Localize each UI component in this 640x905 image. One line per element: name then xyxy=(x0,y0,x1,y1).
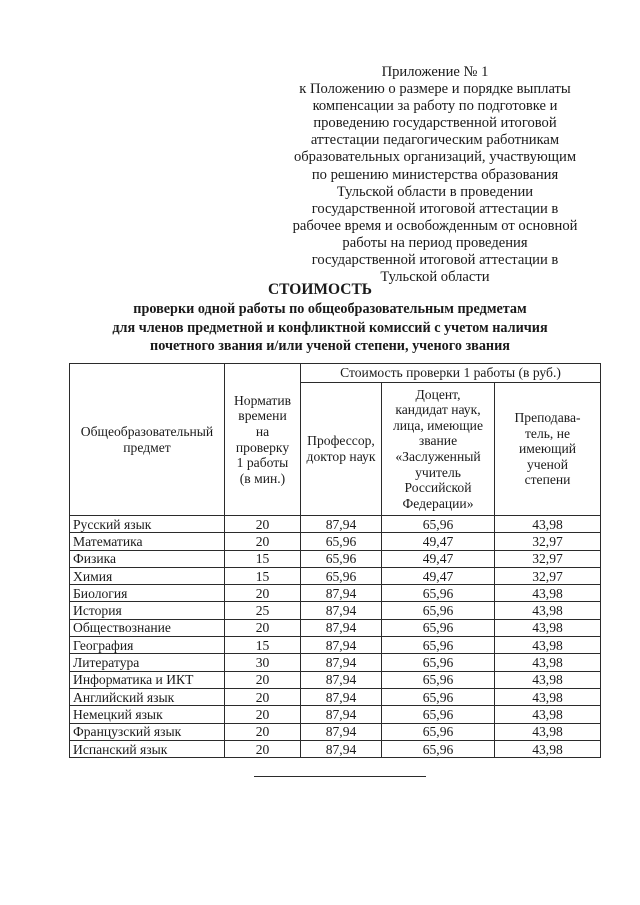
cell-docent: 65,96 xyxy=(382,585,495,602)
cell-norm: 20 xyxy=(225,585,301,602)
header-teacher: Преподава-тель, не имеющий ученой степени xyxy=(495,383,601,516)
cell-teacher: 43,98 xyxy=(495,706,601,723)
appendix-line: Приложение № 1 xyxy=(381,64,489,80)
closing-rule xyxy=(254,776,426,777)
cell-professor: 87,94 xyxy=(301,671,382,688)
cell-subject: Литература xyxy=(70,654,225,671)
cell-docent: 65,96 xyxy=(382,671,495,688)
table-row xyxy=(70,567,601,584)
cell-docent: 65,96 xyxy=(382,516,495,533)
cell-professor: 65,96 xyxy=(301,550,382,567)
cell-subject: Русский язык xyxy=(70,516,225,533)
cell-professor: 87,94 xyxy=(301,602,382,619)
table-row xyxy=(70,533,601,550)
cell-subject: Английский язык xyxy=(70,688,225,705)
cell-subject: Математика xyxy=(70,533,225,550)
cell-professor: 87,94 xyxy=(301,637,382,654)
appendix-line: проведению государственной итоговой xyxy=(313,115,557,132)
appendix-line: по решению министерства образования xyxy=(311,166,559,183)
cell-norm: 20 xyxy=(225,740,301,757)
cell-norm: 30 xyxy=(225,654,301,671)
cell-teacher: 32,97 xyxy=(495,533,601,550)
table-row xyxy=(70,619,601,636)
cell-docent: 65,96 xyxy=(382,740,495,757)
cell-docent: 65,96 xyxy=(382,619,495,636)
cell-docent: 65,96 xyxy=(382,654,495,671)
cell-norm: 15 xyxy=(225,567,301,584)
cell-docent: 65,96 xyxy=(382,637,495,654)
cell-teacher: 43,98 xyxy=(495,602,601,619)
cell-teacher: 43,98 xyxy=(495,740,601,757)
cell-norm: 20 xyxy=(225,688,301,705)
table-row xyxy=(70,740,601,757)
cell-professor: 87,94 xyxy=(301,688,382,705)
cell-subject: Испанский язык xyxy=(70,740,225,757)
cell-norm: 20 xyxy=(225,619,301,636)
appendix-line: государственной итоговой аттестации в xyxy=(311,252,559,269)
table-row xyxy=(70,723,601,740)
cell-docent: 49,47 xyxy=(382,533,495,550)
cell-professor: 87,94 xyxy=(301,654,382,671)
cell-norm: 15 xyxy=(225,550,301,567)
cell-teacher: 43,98 xyxy=(495,585,601,602)
cell-professor: 65,96 xyxy=(301,567,382,584)
cell-teacher: 43,98 xyxy=(495,654,601,671)
cell-docent: 65,96 xyxy=(382,723,495,740)
cell-professor: 87,94 xyxy=(301,585,382,602)
cell-professor: 87,94 xyxy=(301,706,382,723)
header-docent: Доцент, кандидат наук, лица, имеющие звание «Заслуженный учитель Российской Федерации» xyxy=(382,383,495,516)
appendix-line: Тульской области xyxy=(380,269,490,286)
cell-teacher: 32,97 xyxy=(495,550,601,567)
cell-norm: 20 xyxy=(225,671,301,688)
cell-teacher: 43,98 xyxy=(495,723,601,740)
appendix-line: государственной итоговой аттестации в xyxy=(311,200,559,217)
table-row xyxy=(70,516,601,533)
document-subtitle xyxy=(96,300,564,356)
cell-docent: 65,96 xyxy=(382,706,495,723)
cell-norm: 25 xyxy=(225,602,301,619)
appendix-reference xyxy=(268,64,602,286)
header-professor: Профессор, доктор наук xyxy=(301,383,382,516)
cell-teacher: 43,98 xyxy=(495,516,601,533)
cell-teacher: 43,98 xyxy=(495,619,601,636)
header-subject: Общеобразовательный предмет xyxy=(70,364,225,516)
table-row xyxy=(70,550,601,567)
cell-teacher: 32,97 xyxy=(495,567,601,584)
subtitle-line: для членов предметной и конфликтной комиссий с учетом наличия xyxy=(112,319,548,336)
table-row xyxy=(70,637,601,654)
subtitle-line: проверки одной работы по общеобразовательным предметам xyxy=(133,301,527,317)
cell-subject: Информатика и ИКТ xyxy=(70,671,225,688)
appendix-line: к Положению о размере и порядке выплаты xyxy=(299,81,571,98)
cell-teacher: 43,98 xyxy=(495,637,601,654)
cell-subject: История xyxy=(70,602,225,619)
appendix-line: рабочее время и освобожденным от основной xyxy=(292,217,578,234)
cell-professor: 87,94 xyxy=(301,740,382,757)
appendix-line: Тульской области в проведении xyxy=(336,183,534,200)
cell-subject: Французский язык xyxy=(70,723,225,740)
cell-teacher: 43,98 xyxy=(495,688,601,705)
document-title: СТОИМОСТЬ xyxy=(267,281,373,298)
table-row xyxy=(70,706,601,723)
appendix-line: аттестации педагогическим работникам xyxy=(310,132,560,149)
cell-norm: 20 xyxy=(225,533,301,550)
table-body xyxy=(70,516,601,758)
appendix-line: работы на период проведения xyxy=(342,234,528,251)
appendix-line: образовательных организаций, участвующим xyxy=(293,149,577,166)
cell-professor: 87,94 xyxy=(301,723,382,740)
cell-docent: 49,47 xyxy=(382,567,495,584)
cell-subject: Химия xyxy=(70,567,225,584)
cell-professor: 87,94 xyxy=(301,619,382,636)
cell-teacher: 43,98 xyxy=(495,671,601,688)
appendix-line: компенсации за работу по подготовке и xyxy=(312,98,558,115)
cell-subject: География xyxy=(70,637,225,654)
table-row xyxy=(70,585,601,602)
cell-docent: 65,96 xyxy=(382,688,495,705)
cost-table xyxy=(69,363,601,758)
header-cost-group: Стоимость проверки 1 работы (в руб.) xyxy=(301,364,601,383)
table-row xyxy=(70,671,601,688)
subtitle-line: почетного звания и/или ученой степени, ученого звания xyxy=(150,338,510,354)
table-row xyxy=(70,654,601,671)
cell-professor: 65,96 xyxy=(301,533,382,550)
cell-subject: Биология xyxy=(70,585,225,602)
cell-docent: 49,47 xyxy=(382,550,495,567)
cell-norm: 20 xyxy=(225,723,301,740)
cell-professor: 87,94 xyxy=(301,516,382,533)
cell-subject: Физика xyxy=(70,550,225,567)
cell-norm: 15 xyxy=(225,637,301,654)
cell-subject: Немецкий язык xyxy=(70,706,225,723)
cell-norm: 20 xyxy=(225,516,301,533)
cell-norm: 20 xyxy=(225,706,301,723)
table-row xyxy=(70,688,601,705)
cell-subject: Обществознание xyxy=(70,619,225,636)
table-row xyxy=(70,602,601,619)
header-norm: Норматив времени на проверку 1 работы (в мин.) xyxy=(225,364,301,516)
cell-docent: 65,96 xyxy=(382,602,495,619)
